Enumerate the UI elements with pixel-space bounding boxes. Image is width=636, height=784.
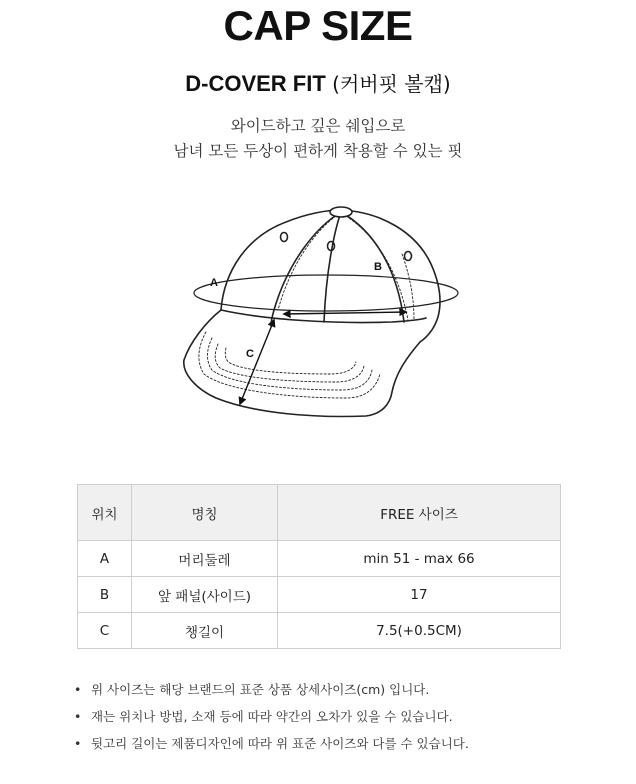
row-size: 17 bbox=[278, 577, 561, 613]
row-position: C bbox=[78, 613, 132, 649]
row-name: 머리둘레 bbox=[132, 541, 278, 577]
bullet-icon: • bbox=[74, 682, 82, 697]
cap-brim-outline bbox=[184, 310, 420, 416]
row-name: 챙길이 bbox=[132, 613, 278, 649]
bullet-icon: • bbox=[74, 709, 82, 724]
description-line-1: 와이드하고 깊은 쉐입으로 bbox=[230, 117, 406, 135]
row-name: 앞 패널(사이드) bbox=[132, 577, 278, 613]
note-text: 위 사이즈는 해당 브랜드의 표준 상품 상세사이즈(cm) 입니다. bbox=[91, 682, 430, 697]
label-c: C bbox=[246, 348, 254, 360]
table-row bbox=[78, 541, 561, 577]
row-position: B bbox=[78, 577, 132, 613]
product-subtitle bbox=[0, 68, 636, 97]
note-text: 재는 위치나 방법, 소재 등에 따라 약간의 오차가 있을 수 있습니다. bbox=[91, 709, 453, 724]
row-position: A bbox=[78, 541, 132, 577]
bullet-icon: • bbox=[74, 736, 82, 751]
page-title: CAP SIZE bbox=[223, 2, 413, 49]
label-b: B bbox=[374, 261, 382, 273]
header-free-size: FREE 사이즈 bbox=[278, 485, 561, 541]
row-size: 7.5(+0.5CM) bbox=[278, 613, 561, 649]
header-position: 위치 bbox=[78, 485, 132, 541]
list-item bbox=[74, 680, 469, 707]
table-row bbox=[78, 577, 561, 613]
size-table-header bbox=[78, 485, 561, 541]
model-korean-name: (커버핏 볼캡) bbox=[332, 72, 451, 96]
measure-b-arrow bbox=[284, 312, 406, 314]
list-item bbox=[74, 734, 469, 761]
cap-diagram bbox=[176, 192, 466, 428]
notes-list bbox=[74, 680, 469, 761]
header-name: 명칭 bbox=[132, 485, 278, 541]
description-line-2: 남녀 모든 두상이 편하게 착용할 수 있는 핏 bbox=[173, 142, 463, 160]
table-row bbox=[78, 613, 561, 649]
row-size: min 51 - max 66 bbox=[278, 541, 561, 577]
note-text: 뒷고리 길이는 제품디자인에 따라 위 표준 사이즈와 다를 수 있습니다. bbox=[91, 736, 469, 751]
model-name: D-COVER FIT bbox=[185, 71, 326, 96]
size-table bbox=[77, 484, 561, 649]
label-a: A bbox=[210, 277, 218, 289]
list-item bbox=[74, 707, 469, 734]
